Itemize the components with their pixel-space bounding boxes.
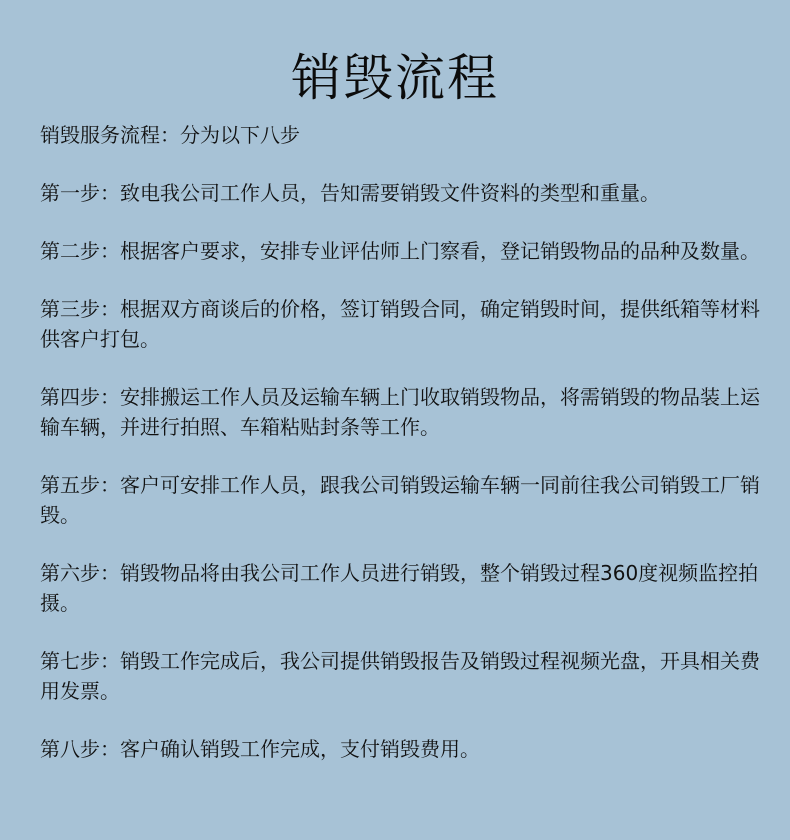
step-4: 第四步：安排搬运工作人员及运输车辆上门收取销毁物品，将需销毁的物品装上运输车辆，并进行拍照、车箱粘贴封条等工作。 [40,385,760,439]
step-8: 第八步：客户确认销毁工作完成，支付销毁费用。 [40,737,480,761]
intro-text: 销毁服务流程：分为以下八步 [40,123,300,147]
step-6: 第六步：销毁物品将由我公司工作人员进行销毁，整个销毁过程360度视频监控拍摄。 [40,561,759,615]
page-title: 销毁流程 [291,48,499,107]
step-1: 第一步：致电我公司工作人员，告知需要销毁文件资料的类型和重量。 [40,181,660,205]
step-7: 第七步：销毁工作完成后，我公司提供销毁报告及销毁过程视频光盘，开具相关费用发票。 [40,649,760,703]
step-5: 第五步：客户可安排工作人员，跟我公司销毁运输车辆一同前往我公司销毁工厂销毁。 [40,473,760,527]
step-3: 第三步：根据双方商谈后的价格，签订销毁合同，确定销毁时间，提供纸箱等材料供客户打包。 [40,297,760,351]
process-content [40,120,760,764]
step-2: 第二步：根据客户要求，安排专业评估师上门察看，登记销毁物品的品种及数量。 [40,239,760,263]
